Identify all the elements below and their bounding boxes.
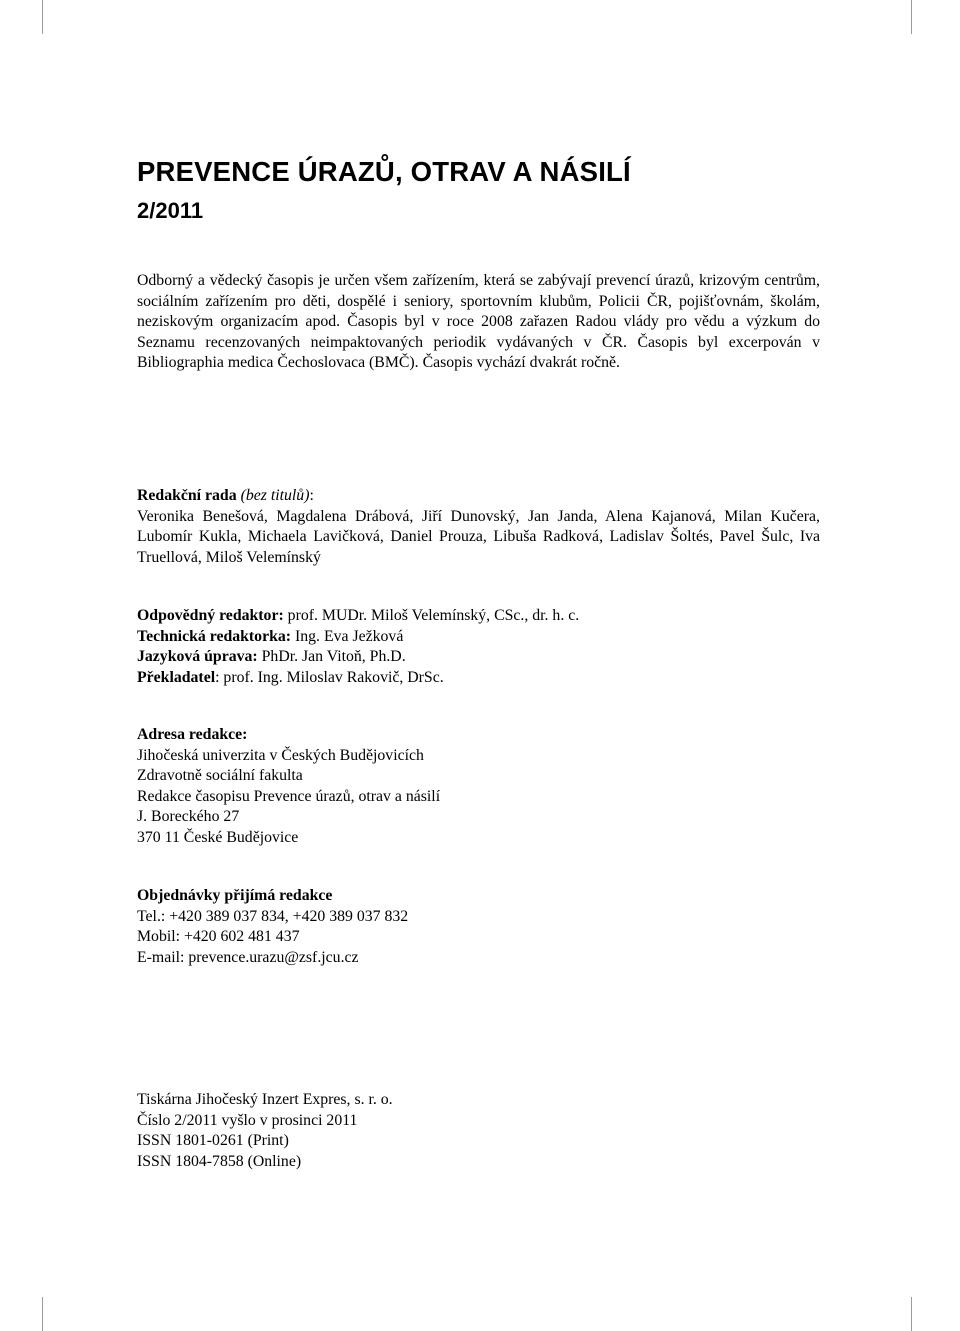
journal-title: PREVENCE ÚRAZŮ, OTRAV A NÁSILÍ <box>137 156 631 187</box>
address-line: Zdravotně sociální fakulta <box>137 767 303 784</box>
address-line: 370 11 České Budějovice <box>137 828 299 846</box>
staff-label: Jazyková úprava: <box>137 648 258 665</box>
editorial-board-note: (bez titulů) <box>240 487 310 504</box>
printing-info <box>137 1090 820 1172</box>
editorial-board-heading: Redakční rada (bez titulů): <box>137 487 314 504</box>
crop-mark-bottom-right <box>911 1297 912 1331</box>
mobile-line: Mobil: +420 602 481 437 <box>137 928 300 945</box>
staff-label: Odpovědný redaktor: <box>137 607 284 624</box>
crop-mark-top-right <box>911 0 912 34</box>
issn-online-line: ISSN 1804-7858 (Online) <box>137 1152 302 1170</box>
staff-value: Ing. Eva Ježková <box>291 627 404 645</box>
address-line: Redakce časopisu Prevence úrazů, otrav a násilí <box>137 787 441 805</box>
orders-heading: Objednávky přijímá redakce <box>137 887 333 904</box>
journal-description: Odborný a vědecký časopis je určen všem zařízením, která se zabývají prevencí úrazů, krizovým centrům, sociálním zařízením pro děti, dospělé i seniory, sportovním klubům, Policii ČR, pojišťovnám, školám, neziskovým organizacím apod. Časopis byl v roce 2008 zařazen Radou vlády pro vědu a výzkum do Seznamu recenzovaných neimpaktovaných periodik vydávaných v ČR. Časopis byl excerpován v Bibliographia medica Čechoslovaca (BMČ). Časopis vychází dvakrát ročně. <box>137 272 820 371</box>
printer-line: Tiskárna Jihočeský Inzert Expres, s. r. o. <box>137 1091 393 1108</box>
staff-row <box>137 606 820 627</box>
publication-date-line: Číslo 2/2011 vyšlo v prosinci 2011 <box>137 1111 358 1129</box>
address-heading: Adresa redakce: <box>137 726 248 743</box>
staff-value: PhDr. Jan Vitoň, Ph.D. <box>257 648 406 665</box>
editorial-address <box>137 725 820 848</box>
issn-print-line: ISSN 1801-0261 (Print) <box>137 1132 289 1149</box>
editorial-board <box>137 486 820 568</box>
editorial-board-members: Veronika Benešová, Magdalena Drábová, Jiří Dunovský, Jan Janda, Alena Kajanová, Milan Kučera, Lubomír Kukla, Michaela Lavičková, Daniel Prouza, Libuša Radková, Ladislav Šoltés, Pavel Šulc, Iva Truellová, Miloš Velemínský <box>137 507 820 566</box>
staff-label: Technická redaktorka: <box>137 627 292 645</box>
staff-row <box>137 668 820 689</box>
staff-value: prof. MUDr. Miloš Velemínský, CSc., dr. h. c. <box>283 607 580 624</box>
address-line: Jihočeská univerzita v Českých Budějovicích <box>137 746 424 764</box>
staff-row <box>137 627 820 648</box>
crop-mark-top-left <box>42 0 43 34</box>
staff-label: Překladatel <box>137 668 216 686</box>
crop-mark-bottom-left <box>42 1297 43 1331</box>
orders-contact <box>137 886 820 968</box>
email-line: E-mail: prevence.urazu@zsf.jcu.cz <box>137 948 359 966</box>
address-line: J. Boreckého 27 <box>137 808 240 825</box>
phone-line: Tel.: +420 389 037 834, +420 389 037 832 <box>137 907 409 925</box>
editorial-board-label: Redakční rada <box>137 487 237 504</box>
staff-row <box>137 647 820 668</box>
staff-list <box>137 606 820 688</box>
issue-number: 2/2011 <box>137 198 204 223</box>
staff-value: : prof. Ing. Miloslav Rakovič, DrSc. <box>215 668 444 686</box>
